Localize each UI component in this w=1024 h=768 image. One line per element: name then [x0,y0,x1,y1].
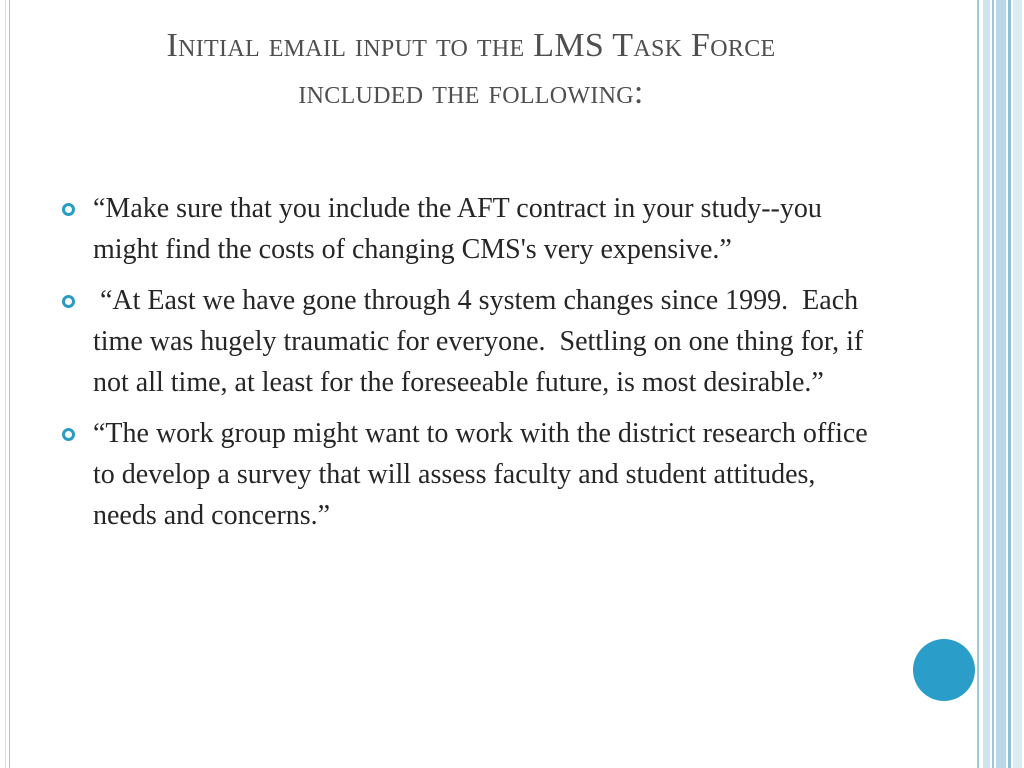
stripe-1 [983,0,990,768]
stripe-5 [1013,0,1022,768]
ring-bullet-icon [62,203,75,216]
ring-bullet-icon [62,295,75,308]
bullet-text: “The work group might want to work with the district research office to develop a survey that will assess faculty and student attitudes, needs and concerns.” [93,418,875,531]
ring-bullet-icon [62,428,75,441]
stripe-4 [1008,0,1011,768]
slide-title [60,22,882,116]
bullet-list [62,188,882,546]
stripe-2 [992,0,994,768]
left-frame-inner-line [5,0,6,768]
stripe-3 [996,0,1006,768]
bullet-item [62,280,882,403]
bullet-text: “Make sure that you include the AFT contract in your study--you might find the costs of changing CMS's very expensive.” [93,193,829,265]
slide-right-edge-line [977,0,979,768]
slide-title-line-1: Initial email input to the LMS Task Force [166,27,776,64]
decorative-circle [913,639,975,701]
right-decorative-stripes [981,0,1024,768]
slide-title-line-2: included the following: [298,74,644,111]
bullet-text: “At East we have gone through 4 system changes since 1999. Each time was hugely traumatic for everyone. Settling on one thing for, if not all time, at least for the foreseeable future, is most desirable.” [93,285,871,398]
bullet-item [62,413,882,536]
bullet-item [62,188,882,270]
left-frame-border [0,0,10,768]
